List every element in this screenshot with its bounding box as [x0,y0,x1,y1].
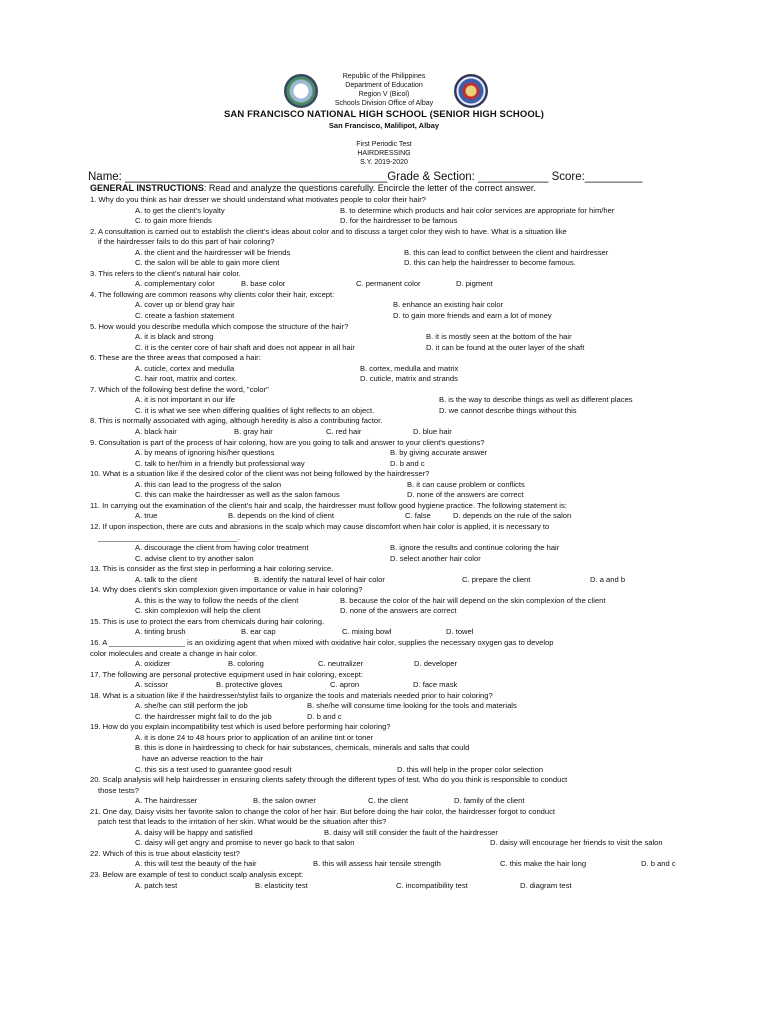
answer-option[interactable]: A. it is black and strong [135,332,214,342]
answer-option[interactable]: C. this make the hair long [500,859,587,869]
answer-option[interactable]: C. incompatibility test [396,880,468,890]
question-text: those tests? [98,785,139,795]
answer-options-row [90,364,710,375]
question-text: 16. A __________________ is an oxidizing agent that when mixed with oxidative hair color, supplies the necessary oxygen gas to develop [90,637,554,647]
answer-options-row [90,796,710,807]
question-text: color molecules and create a change in hair color. [90,648,258,658]
answer-option[interactable]: C. mixing bowl [342,627,392,637]
answer-option[interactable]: D. diagram test [520,880,572,890]
answer-options-row [90,575,710,586]
answer-options-row [90,332,710,343]
answer-option[interactable]: A. this can lead to the progress of the salon [135,479,282,489]
answer-options-row [90,427,710,438]
answer-options-row [90,406,710,417]
question-text: 9. Consultation is part of the process of hair coloring, how are you going to talk and answer to your client's questions? [90,437,485,447]
answer-option[interactable]: A. tinting brush [135,627,186,637]
question-text: 1. Why do you think as hair dresser we should understand what motivates people to color their hair? [90,195,426,204]
answer-option[interactable]: D. b and c [307,711,342,721]
answer-option[interactable]: A. oxidizer [135,659,171,669]
answer-option[interactable]: B. this can lead to conflict between the client and hairdresser [404,247,609,257]
question-text: 8. This is normally associated with aging, although heredity is also a contributing factor. [90,416,383,426]
test-subject: HAIRDRESSING [357,150,411,157]
question-text: 21. One day, Daisy visits her favorite salon to change the color of her hair. But before doing the hair color, the hairdresser forgot to conduct [90,806,556,816]
answer-options-row [90,554,710,565]
answer-option[interactable]: D. cuticle, matrix and strands [360,374,458,384]
question-text: 19. How do you explain incompatibility test which is used before performing hair coloring? [90,722,391,732]
answer-option[interactable]: B. cortex, medulla and matrix [360,363,459,373]
question-text: 4. The following are common reasons why clients color their hair, except: [90,289,335,299]
answer-option[interactable]: B. identify the natural level of hair color [254,574,385,584]
answer-options-row [90,300,710,311]
answer-option[interactable]: D. select another hair color [390,553,481,563]
answer-option[interactable]: A. black hair [135,427,177,437]
answer-options-row [90,343,710,354]
answer-option[interactable]: D. a and b [590,574,626,584]
answer-option[interactable]: B. this is done in hairdressing to check for hair substances, chemicals, minerals and salts that could [135,743,470,753]
question-text: 23. Below are example of test to conduct scalp analysis except: [90,870,304,879]
answer-option[interactable]: A. this will test the beauty of the hair [135,859,257,869]
answer-options-row [90,511,710,522]
answer-options-row [90,881,710,892]
answer-options-row [90,216,710,227]
answer-option[interactable]: A. cover up or blend gray hair [135,300,235,310]
answer-option[interactable]: A. this is the way to follow the needs of the client [135,595,299,605]
answer-option[interactable]: A. discourage the client from having color treatment [135,543,309,553]
question-text: 10. What is a situation like if the desired color of the client was not being followed by the hairdresser? [90,469,430,479]
answer-option[interactable]: D. face mask [413,680,458,690]
answer-options-row [90,374,710,385]
answer-option[interactable]: C. this sis a test used to guarantee good result [135,764,292,774]
answer-option[interactable]: have an adverse reaction to the hair [142,753,264,763]
answer-option[interactable]: B. coloring [228,659,264,669]
question-text: 5. How would you describe medulla which compose the structure of the hair? [90,321,349,331]
answer-option[interactable]: C. the client [368,796,409,806]
answer-options-row [90,828,710,839]
header-department: Department of Education [345,82,423,89]
answer-option[interactable]: B. protective gloves [216,680,283,690]
answer-option[interactable]: C. it is the center core of hair shaft and does not appear in all hair [135,342,355,352]
answer-option[interactable]: C. skin complexion will help the client [135,606,261,616]
answer-option[interactable]: C. neutralizer [318,659,364,669]
answer-option[interactable]: B. base color [241,279,286,289]
answer-option[interactable]: B. to determine which products and hair color services are appropriate for him/her [340,205,615,215]
answer-option[interactable]: A. patch test [135,880,178,890]
answer-options-row [90,680,710,691]
answer-options-row [90,659,710,670]
answer-option[interactable]: C. advise client to try another salon [135,553,254,563]
answer-option[interactable]: A. true [135,511,158,521]
question-text: 15. This is use to protect the ears from chemicals during hair coloring. [90,616,325,626]
answer-option[interactable]: B. enhance an existing hair color [393,300,504,310]
answer-option[interactable]: A. talk to the client [135,574,198,584]
answer-option[interactable]: B. daisy will still consider the fault of the hairdresser [324,827,498,837]
answer-option[interactable]: D. daisy will encourage her friends to visit the salon [490,838,663,848]
answer-options-row [90,754,710,765]
answer-option[interactable]: C. to gain more friends [135,216,212,226]
answer-option[interactable]: A. daisy will be happy and satisfied [135,827,253,837]
question-text: 7. Which of the following best define the word, "color" [90,384,269,394]
answer-options-row [90,701,710,712]
question-text: 2. A consultation is carried out to establish the client's ideas about color and to discuss a target color they wish to have. What is a situation like [90,226,567,236]
question-text: 18. What is a situation like if the hairdresser/stylist fails to organize the tools and materials needed prior to hair coloring? [90,690,493,700]
question-text: 12. If upon inspection, there are cuts and abrasions in the scalp which may cause discomfort when hair color is applied, it is necessary to [90,521,550,531]
answer-option[interactable]: D. depends on the rule of the salon [453,511,572,521]
answer-options-row [90,490,710,501]
answer-options-row [90,838,710,849]
school-year: S.Y. 2019-2020 [360,159,408,166]
answer-option[interactable]: B. it is mostly seen at the bottom of the hair [426,332,572,342]
answer-option[interactable]: D. it can be found at the outer layer of the shaft [426,342,585,352]
answer-option[interactable]: A. cuticle, cortex and medulla [135,363,235,373]
answer-option[interactable]: A. the client and the hairdresser will be friends [135,247,291,257]
answer-option[interactable]: A. to get the client's loyalty [135,205,225,215]
answer-option[interactable]: C. the hairdresser might fail to do the job [135,711,272,721]
answer-option[interactable]: A. she/he can still perform the job [135,701,248,711]
answer-option[interactable]: D. blue hair [413,427,452,437]
answer-option[interactable]: C. apron [330,680,360,690]
header-division: Schools Division Office of Albay [334,100,434,107]
answer-option[interactable]: C. the salon will be able to gain more client [135,258,280,268]
question-text: _________________________________. [98,532,240,542]
answer-options-row [90,480,710,491]
answer-option[interactable]: A. it is done 24 to 48 hours prior to application of an aniline tint or toner [135,732,374,742]
answer-options-row [90,733,710,744]
question-text: 22. Which of this is true about elasticity test? [90,848,240,858]
answer-option[interactable]: D. none of the answers are correct [340,606,457,616]
question-text: 14. Why does client's skin complexion given importance or value in hair coloring? [90,585,363,595]
answer-option[interactable]: D. b and c [390,458,425,468]
instructions-text: : Read and analyze the questions carefully. Encircle the letter of the correct answer. [203,183,536,193]
answer-option[interactable]: D. family of the client [454,796,525,806]
answer-options-row [90,459,710,470]
answer-options-row [90,448,710,459]
answer-option[interactable]: D. for the hairdresser to be famous [340,216,458,226]
answer-option[interactable]: D. this can help the hairdresser to become famous. [404,258,576,268]
answer-options-row [90,859,710,870]
answer-options-row [90,627,710,638]
answer-option[interactable]: A. complementary color [135,279,215,289]
answer-option[interactable]: A. it is not important in our life [135,395,236,405]
question-list [90,195,710,891]
answer-option[interactable]: B. she/he will consume time looking for the tools and materials [307,701,517,711]
answer-option[interactable]: A. scissor [135,680,168,690]
question-text: patch test that leads to the irritation of her skin. What would be the situation after this? [98,817,387,827]
answer-option[interactable]: C. create a fashion statement [135,311,235,321]
question-text: if the hairdresser fails to do this part of hair coloring? [98,237,275,247]
instructions-label: GENERAL INSTRUCTIONS [90,183,204,193]
answer-options-row [90,279,710,290]
answer-option[interactable]: B. this will assess hair tensile strength [313,859,441,869]
general-instructions [90,183,710,193]
answer-option[interactable]: B. it can cause problem or conflicts [407,479,525,489]
question-text: 13. This is consider as the first step in performing a hair coloring service. [90,564,334,574]
answer-option[interactable]: D. to gain more friends and earn a lot of money [393,311,552,321]
question-text: 17. The following are personal protective equipment used in hair coloring, except: [90,669,363,679]
name-grade-score-row: Name: _________________________________________Grade & Section: ___________ Score:_________ [88,171,643,183]
answer-option[interactable]: B. by giving accurate answer [390,448,488,458]
answer-options-row [90,311,710,322]
answer-option[interactable]: D. this will help in the proper color selection [397,764,544,774]
question-text: 11. In carrying out the examination of the client's hair and scalp, the hairdresser must follow good hygiene practice. The following statement is: [90,500,567,510]
answer-options-row [90,606,710,617]
question-text: 6. These are the three areas that composed a hair: [90,353,261,363]
answer-option[interactable]: C. red hair [326,427,362,437]
answer-option[interactable]: C. it is what we see when differing qualities of light reflects to an object. [135,405,375,415]
answer-option[interactable]: C. prepare the client [462,574,531,584]
answer-option[interactable]: B. ear cap [241,627,276,637]
answer-options-row [90,765,710,776]
school-name: SAN FRANCISCO NATIONAL HIGH SCHOOL (SENIOR HIGH SCHOOL) [223,109,545,120]
answer-options-row [90,743,710,754]
answer-option[interactable]: D. developer [414,659,458,669]
answer-option[interactable]: D. we cannot describe things without this [439,405,577,415]
answer-option[interactable]: D. none of the answers are correct [407,490,524,500]
question-text: 3. This refers to the client's natural hair color. [90,268,241,278]
test-title: First Periodic Test [356,141,412,148]
answer-option[interactable]: A. The hairdresser [135,796,198,806]
school-address: San Francisco, Malilipot, Albay [328,121,440,130]
answer-option[interactable]: D. b and c [641,859,676,869]
question-text: 20. Scalp analysis will help hairdresser in ensuring clients safety through the different types of test. Who do you think is responsible to conduct [90,775,568,785]
answer-option[interactable]: C. this can make the hairdresser as well as the salon famous [135,490,340,500]
answer-option[interactable]: C. daisy will get angry and promise to never go back to that salon [135,838,355,848]
answer-options-row [90,248,710,259]
answer-option[interactable]: B. because the color of the hair will depend on the skin complexion of the client [340,595,606,605]
answer-options-row [90,258,710,269]
answer-option[interactable]: D. pigment [456,279,493,289]
answer-option[interactable]: B. gray hair [234,427,273,437]
answer-options-row [90,543,710,554]
answer-option[interactable]: B. ignore the results and continue coloring the hair [390,543,560,553]
answer-options-row [90,206,710,217]
answer-options-row [90,712,710,723]
answer-option[interactable]: A. by means of ignoring his/her questions [135,448,275,458]
answer-option[interactable]: B. the salon owner [253,796,316,806]
answer-option[interactable]: B. is the way to describe things as well as different places [439,395,633,405]
answer-option[interactable]: C. talk to her/him in a friendly but professional way [135,458,305,468]
answer-option[interactable]: C. permanent color [356,279,421,289]
answer-options-row [90,596,710,607]
answer-option[interactable]: C. hair root, matrix and cortex. [135,374,238,384]
answer-option[interactable]: D. towel [446,627,474,637]
answer-options-row [90,395,710,406]
answer-option[interactable]: C. false [405,511,431,521]
header-region: Region V (Bicol) [358,91,410,98]
answer-option[interactable]: B. depends on the kind of client [228,511,334,521]
header-republic: Republic of the Philippines [342,73,426,80]
answer-option[interactable]: B. elasticity test [255,880,308,890]
